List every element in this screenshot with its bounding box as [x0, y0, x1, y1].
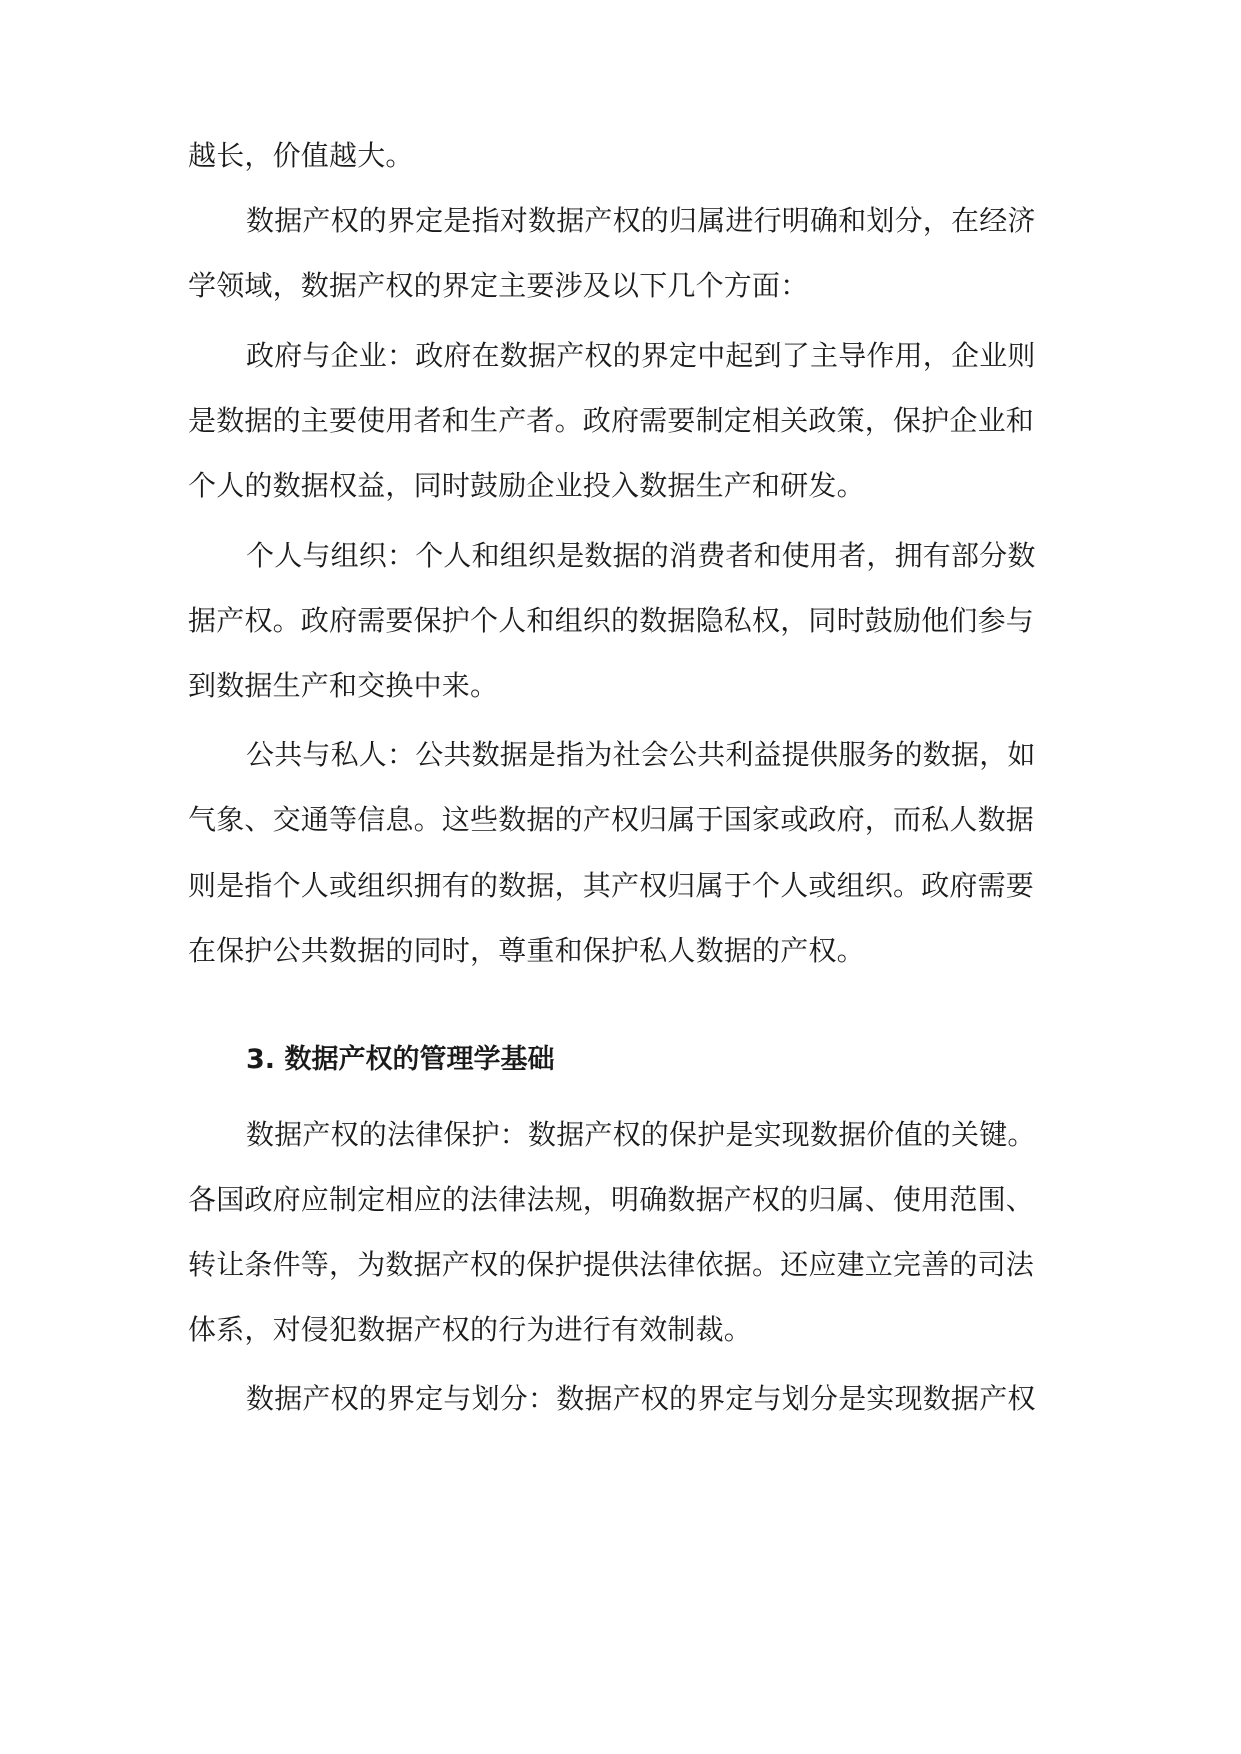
text-line: 在保护公共数据的同时，尊重和保护私人数据的产权。 [188, 934, 865, 967]
text-line: 到数据生产和交换中来。 [188, 669, 499, 702]
text-line: 据产权。政府需要保护个人和组织的数据隐私权，同时鼓励他们参与 [188, 604, 1035, 637]
text-line: 越长，价值越大。 [188, 139, 414, 172]
text-line: 各国政府应制定相应的法律法规，明确数据产权的归属、使用范围、 [188, 1183, 1035, 1216]
text-line: 是数据的主要使用者和生产者。政府需要制定相关政策，保护企业和 [188, 404, 1035, 437]
text-line: 个人的数据权益，同时鼓励企业投入数据生产和研发。 [188, 469, 865, 502]
paragraph-first-line: 数据产权的界定是指对数据产权的归属进行明确和划分，在经济 [246, 204, 1036, 237]
text-line: 学领域，数据产权的界定主要涉及以下几个方面： [188, 269, 809, 302]
paragraph-first-line: 政府与企业：政府在数据产权的界定中起到了主导作用，企业则 [246, 339, 1036, 372]
paragraph-first-line: 个人与组织：个人和组织是数据的消费者和使用者，拥有部分数 [246, 539, 1036, 572]
text-line: 体系，对侵犯数据产权的行为进行有效制裁。 [188, 1313, 753, 1346]
text-line: 气象、交通等信息。这些数据的产权归属于国家或政府，而私人数据 [188, 803, 1035, 836]
text-line: 则是指个人或组织拥有的数据，其产权归属于个人或组织。政府需要 [188, 869, 1035, 902]
paragraph-first-line: 数据产权的界定与划分：数据产权的界定与划分是实现数据产权 [246, 1382, 1036, 1415]
paragraph-first-line: 公共与私人：公共数据是指为社会公共利益提供服务的数据，如 [246, 738, 1036, 771]
section-heading: 3. 数据产权的管理学基础 [246, 1044, 555, 1075]
paragraph-first-line: 数据产权的法律保护：数据产权的保护是实现数据价值的关键。 [246, 1118, 1036, 1151]
text-line: 转让条件等，为数据产权的保护提供法律依据。还应建立完善的司法 [188, 1248, 1035, 1281]
